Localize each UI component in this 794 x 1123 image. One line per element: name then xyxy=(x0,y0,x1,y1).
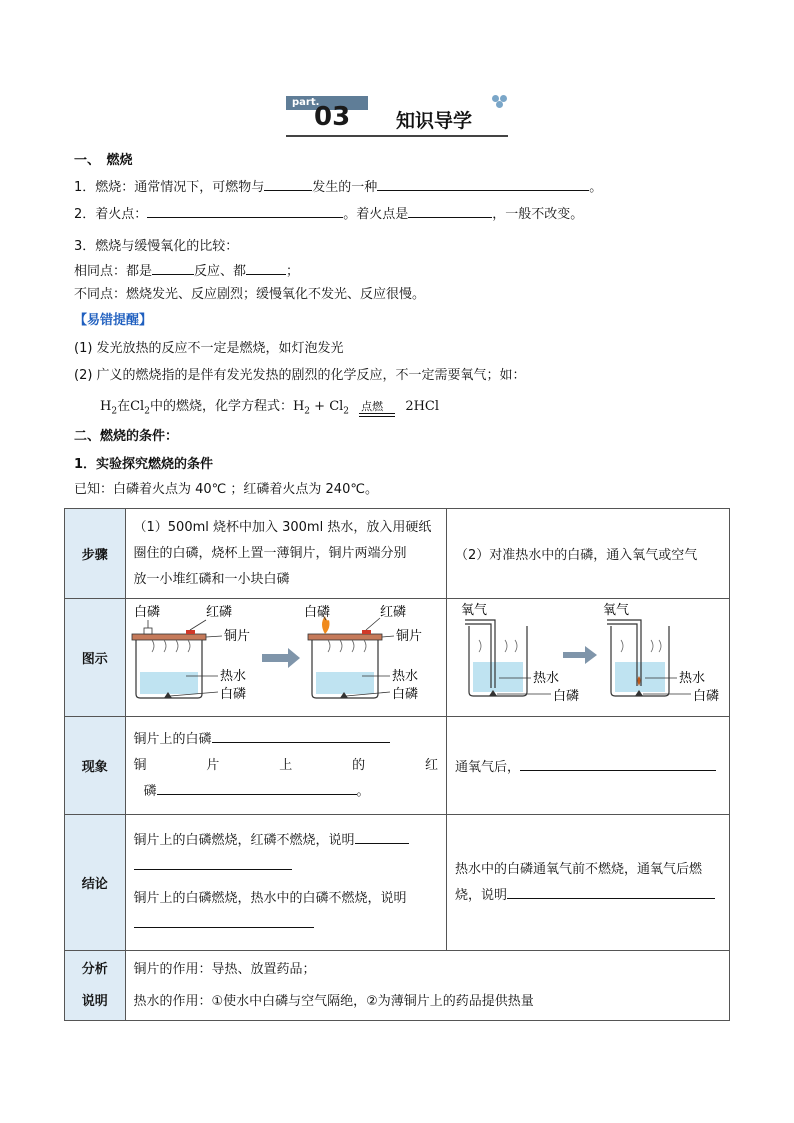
label-hot-water: 热水 xyxy=(679,670,706,686)
table-row xyxy=(65,599,730,717)
blank[interactable] xyxy=(134,915,314,928)
part-label: part. xyxy=(286,96,368,110)
equation-line: $H_2$在$Cl_2$中的燃烧，化学方程式：$H_2 + Cl_2$ 点燃 2HCl xyxy=(100,399,440,417)
label-copper: 铜片 xyxy=(223,628,250,644)
table-row: 现象 铜片上的白磷 铜 片 上 的 红 磷 。 通氧气后， xyxy=(65,717,730,815)
q3: 3．燃烧与缓慢氧化的比较： xyxy=(74,239,239,254)
tip-1: (1) 发光放热的反应不一定是燃烧，如灯泡发光 xyxy=(74,341,344,356)
blank[interactable] xyxy=(157,782,357,795)
header-rule xyxy=(286,135,508,137)
blank[interactable] xyxy=(134,857,292,870)
table-row: 分析 说明 铜片的作用：导热、放置药品； 热水的作用：①使水中白磷与空气隔绝，②为薄铜片上的药品提供热量 xyxy=(65,951,730,1021)
label-oxygen: 氧气 xyxy=(461,602,488,618)
tip-2: (2) 广义的燃烧指的是伴有发光发热的剧烈的化学反应，不一定需要氧气；如： xyxy=(74,368,526,383)
label-white-p: 白磷 xyxy=(391,686,418,702)
row-label: 现象 xyxy=(65,717,126,815)
q1: 1．燃烧：通常情况下，可燃物与 发生的一种 。 xyxy=(74,180,603,195)
label-white-p: 白磷 xyxy=(693,688,720,704)
beaker-4 xyxy=(603,603,719,704)
heading-combustion: 一、 燃烧 xyxy=(74,153,133,168)
experiment-table xyxy=(64,508,730,1021)
blank[interactable] xyxy=(264,178,312,191)
q2: 2．着火点： 。着火点是 ，一般不改变。 xyxy=(74,207,584,222)
arrow-icon xyxy=(262,648,300,668)
copper-plate-diagram xyxy=(126,600,434,712)
blank[interactable] xyxy=(408,205,492,218)
same-points: 相同点：都是 反应、都 ； xyxy=(74,264,300,279)
row-label: 图示 xyxy=(65,599,126,717)
arrow-icon xyxy=(563,646,597,664)
blank[interactable] xyxy=(212,730,390,743)
label-white-p: 白磷 xyxy=(553,688,580,704)
blank[interactable] xyxy=(520,758,716,771)
blank[interactable] xyxy=(355,831,409,844)
label-white-p: 白磷 xyxy=(133,604,160,620)
row-label: 结论 xyxy=(65,815,126,951)
table-row: 步骤 （1）500ml 烧杯中加入 300ml 热水，放入用硬纸 圈住的白磷，烧杯上置一薄铜片，铜片两端分别 放一小堆红磷和一小块白磷 （2）对准热水中的白磷，通入氧气或空气 xyxy=(65,509,730,599)
beaker-1 xyxy=(132,604,250,702)
blank[interactable] xyxy=(147,205,343,218)
oxygen-diagram xyxy=(447,600,729,712)
label-hot-water: 热水 xyxy=(219,668,246,684)
table-row: 结论 铜片上的白磷燃烧，红磷不燃烧，说明 铜片上的白磷燃烧，热水中的白磷不燃烧，说明 热水中的白磷通氧气前不燃烧，通氧气后燃 烧，说明 xyxy=(65,815,730,951)
page-title: 知识导学 xyxy=(396,110,473,132)
blank[interactable] xyxy=(377,178,589,191)
sub-heading: 1．实验探究燃烧的条件 xyxy=(74,457,214,472)
beaker-3 xyxy=(461,603,579,704)
step-2: （2）对准热水中的白磷，通入氧气或空气 xyxy=(447,509,730,599)
label-copper: 铜片 xyxy=(395,628,422,644)
blank[interactable] xyxy=(246,262,286,275)
blank[interactable] xyxy=(507,886,715,899)
heading-conditions: 二、燃烧的条件： xyxy=(74,429,179,444)
blank[interactable] xyxy=(152,262,194,275)
label-red-p: 红磷 xyxy=(379,604,406,620)
label-hot-water: 热水 xyxy=(391,668,418,684)
label-red-p: 红磷 xyxy=(205,604,232,620)
decor-dot-icon xyxy=(496,101,503,108)
section-header xyxy=(286,96,508,138)
beaker-2 xyxy=(304,604,422,702)
label-white-p: 白磷 xyxy=(303,604,330,620)
known-info: 已知：白磷着火点为 40℃ ；红磷着火点为 240℃。 xyxy=(74,482,378,497)
label-oxygen: 氧气 xyxy=(603,602,630,618)
tip-title: 【易错提醒】 xyxy=(74,313,153,328)
label-hot-water: 热水 xyxy=(533,670,560,686)
label-white-p: 白磷 xyxy=(219,686,246,702)
row-label: 步骤 xyxy=(65,509,126,599)
part-number: 03 xyxy=(314,102,351,132)
diff-points: 不同点：燃烧发光、反应剧烈；缓慢氧化不发光、反应很慢。 xyxy=(74,287,426,302)
copper-sheet xyxy=(132,634,206,640)
row-label: 分析 说明 xyxy=(65,951,126,1021)
